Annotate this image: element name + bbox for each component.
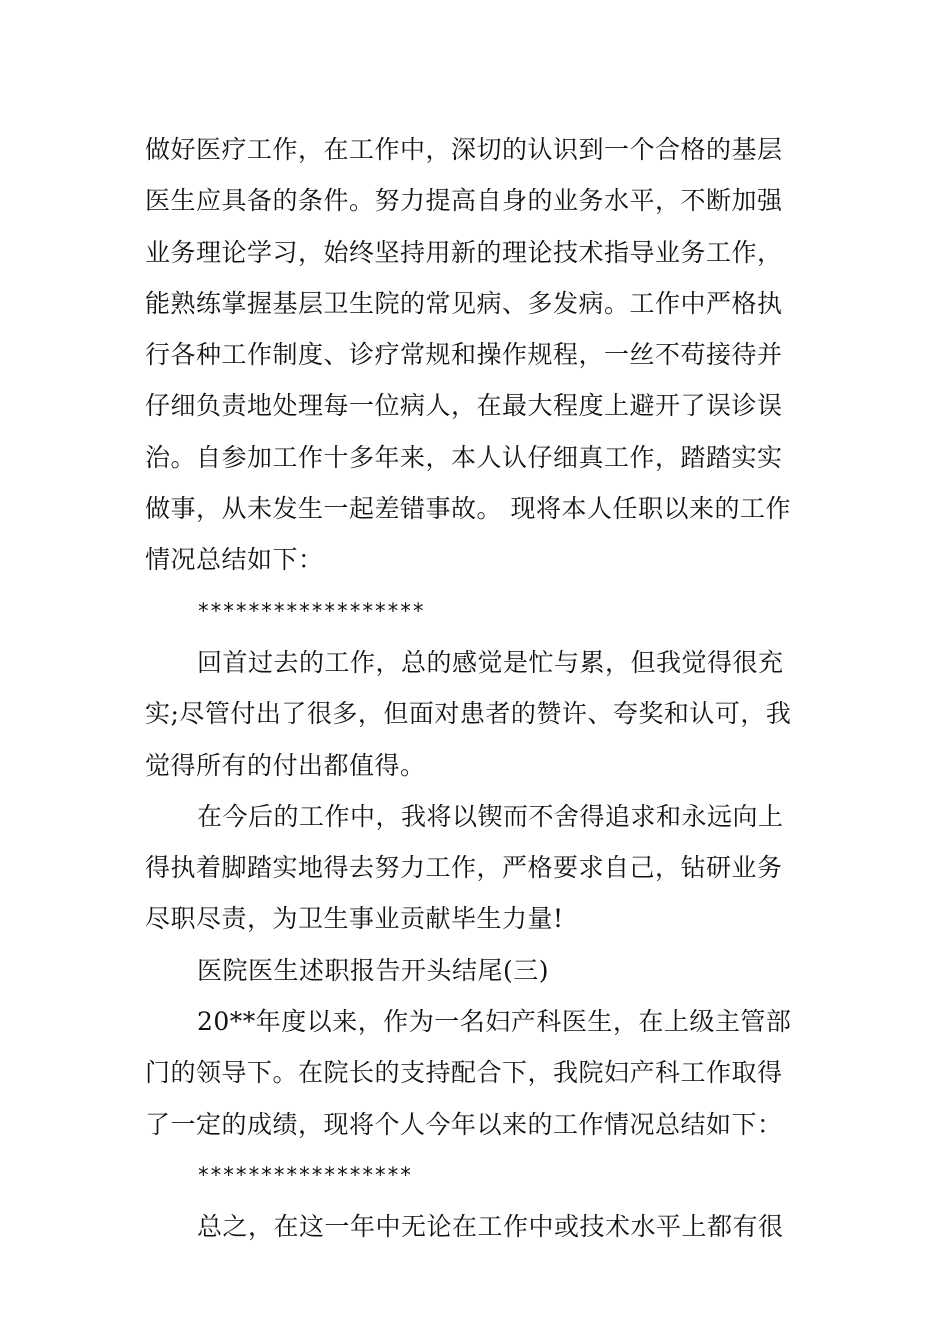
paragraph-annual-intro: 20**年度以来，作为一名妇产科医生，在上级主管部门的领导下。在院长的支持配合下，我院妇产科工作取得了一定的成绩，现将个人今年以来的工作情况总结如下： (145, 1007, 792, 1139)
paragraph-work-intro: 做好医疗工作，在工作中，深切的认识到一个合格的基层医生应具备的条件。努力提高自身的业务水平，不断加强业务理论学习，始终坚持用新的理论技术指导业务工作，能熟练掌握基层卫生院的常见病、多发病。工作中严格执行各种工作制度、诊疗常规和操作规程，一丝不苟接待并仔细负责地处理每一位病人，在最大程度上避开了误诊误治。自参加工作十多年来，本人认仔细真工作，踏踏实实做事，从未发生一起差错事故。 现将本人任职以来的工作情况总结如下： (145, 135, 791, 575)
paragraph-reflection: 回首过去的工作，总的感觉是忙与累，但我觉得很充实;尽管付出了很多，但面对患者的赞许、夸奖和认可，我觉得所有的付出都值得。 (145, 647, 792, 780)
section-heading: 医院医生述职报告开头结尾(三) (197, 955, 550, 985)
paragraph-future-commitment: 在今后的工作中，我将以锲而不舍得追求和永远向上得执着脚踏实地得去努力工作，严格要求自己，钻研业务尽职尽责，为卫生事业贡献毕生力量! (145, 801, 784, 934)
paragraph-conclusion: 总之，在这一年中无论在工作中或技术水平上都有很 (197, 1212, 784, 1242)
separator-asterisks-2: ***************** (197, 1162, 412, 1187)
separator-asterisks: ****************** (197, 598, 425, 623)
document-body (145, 124, 807, 1253)
